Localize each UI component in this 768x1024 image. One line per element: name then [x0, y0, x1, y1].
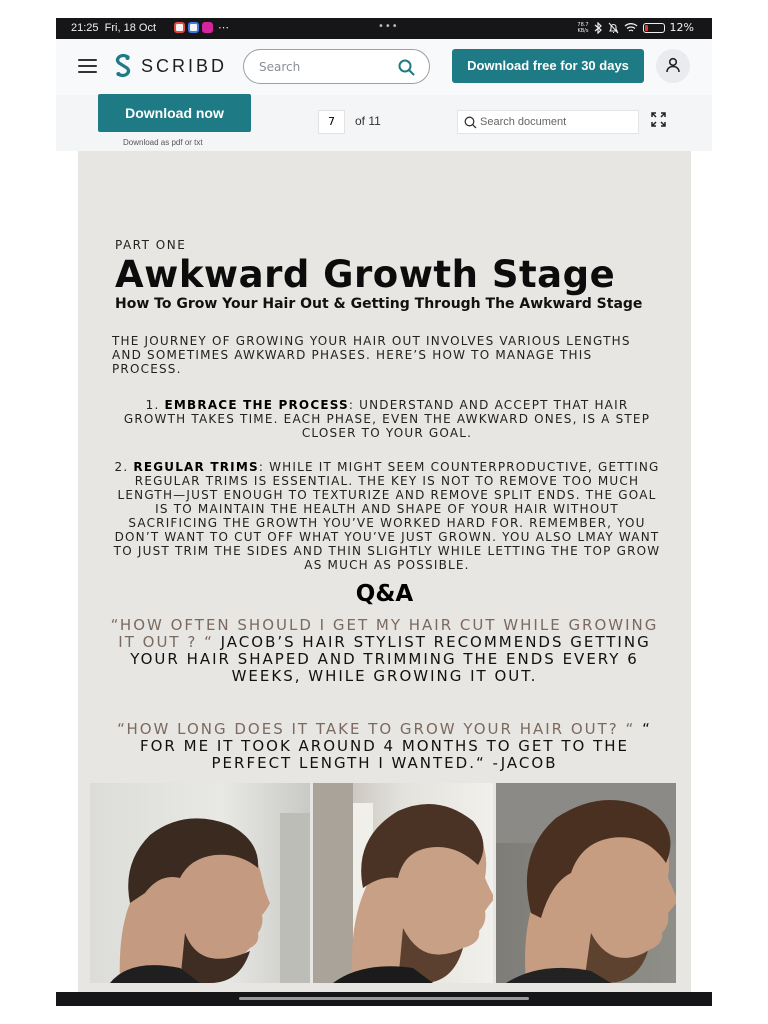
intro-paragraph: THE JOURNEY OF GROWING YOUR HAIR OUT INVOLVES VARIOUS LENGTHS AND SOMETIMES AWKWARD PHASES. HERE’S HOW TO MANAGE THIS PROCESS. — [112, 334, 631, 376]
document-search-input[interactable] — [457, 110, 639, 134]
tip-embrace-process: 1. EMBRACE THE PROCESS: UNDERSTAND AND ACCEPT THAT HAIR GROWTH TAKES TIME. EACH PHASE, EVEN THE AWKWARD ONES, IS A STEP CLOSER TO YOUR GOAL. — [123, 398, 651, 440]
download-free-trial-button[interactable]: Download free for 30 days — [452, 49, 644, 83]
logo-text: SCRIBD — [141, 55, 228, 76]
search-placeholder: Search — [259, 60, 301, 74]
instagram-notification-icon — [202, 22, 213, 33]
search-icon[interactable] — [398, 59, 415, 76]
status-right — [577, 21, 694, 34]
scribd-logo-icon — [114, 53, 132, 79]
chrome-notification-icon — [174, 22, 185, 33]
qa-heading: Q&A — [355, 581, 414, 607]
document-toolbar — [56, 95, 712, 151]
menu-icon[interactable] — [78, 59, 97, 73]
status-bar — [56, 18, 712, 39]
muted-bell-icon — [608, 22, 619, 34]
photo-short-hair-profile — [90, 783, 310, 983]
multitask-handle[interactable]: ••• — [378, 21, 399, 32]
status-time-date: 21:25 Fri, 18 Oct — [71, 22, 156, 34]
more-notifications-icon: ⋯ — [218, 21, 229, 34]
photo-long-hair-profile — [496, 783, 676, 983]
search-input[interactable] — [243, 49, 430, 84]
navigation-bar — [56, 992, 712, 1006]
page-title: Awkward Growth Stage — [115, 253, 616, 296]
home-gesture-handle[interactable] — [239, 997, 529, 1000]
battery-percent: 12% — [669, 21, 694, 34]
qa-item-growth-time: “HOW LONG DOES IT TAKE TO GROW YOUR HAIR OUT? “ “ FOR ME IT TOOK AROUND 4 MONTHS TO GET TO THE PERFECT LENGTH I WANTED.“ -JACOB — [117, 720, 652, 772]
page-number-input[interactable]: 7 — [318, 110, 345, 134]
wifi-icon — [624, 22, 638, 33]
tablet-screen — [56, 18, 712, 1006]
download-now-button[interactable]: Download now — [98, 94, 251, 132]
download-subtext: Download as pdf or txt — [123, 138, 203, 147]
photo-medium-hair-profile — [313, 783, 493, 983]
site-header — [56, 39, 712, 95]
scribd-logo[interactable] — [114, 53, 227, 79]
fullscreen-icon[interactable] — [651, 112, 666, 127]
page-total: of 11 — [355, 114, 381, 128]
qa-item-haircut-frequency: “HOW OFTEN SHOULD I GET MY HAIR CUT WHILE GROWING IT OUT ? “ JACOB’S HAIR STYLIST RECOMMENDS GETTING YOUR HAIR SHAPED AND TRIMMING THE ENDS EVERY 6 WEEKS, WHILE GROWING IT OUT. — [110, 616, 659, 685]
app-notification-icon — [188, 22, 199, 33]
bluetooth-icon — [594, 22, 603, 34]
battery-icon — [643, 23, 665, 33]
search-icon — [464, 116, 477, 129]
account-button[interactable] — [656, 49, 690, 83]
notification-icons — [174, 22, 229, 33]
document-page — [78, 151, 691, 1006]
tip-regular-trims: 2. REGULAR TRIMS: WHILE IT MIGHT SEEM COUNTERPRODUCTIVE, GETTING REGULAR TRIMS IS ESSENTIAL. THE KEY IS NOT TO REMOVE TOO MUCH LENGTH—JUST ENOUGH TO TEXTURIZE AND REMOVE SPLIT ENDS. THE GOAL IS TO MAINTAIN THE HEALTH AND SHAPE OF YOUR HAIR WITHOUT SACRIFICING THE GROWTH YOU’VE WORKED HARD FOR. REMEMBER, YOU DON’T WANT TO CUT OFF WHAT YOU’VE JUST GROWN. YOU ALSO LMAY WANT TO JUST TRIM THE SIDES AND THIN SLIGHTLY WHILE LETTING THE TOP GROW AS MUCH AS POSSIBLE. — [113, 460, 661, 572]
page-subtitle: How To Grow Your Hair Out & Getting Through The Awkward Stage — [115, 296, 643, 312]
network-speed: 78.7 KB/s — [577, 21, 589, 34]
hair-growth-photos — [90, 783, 677, 983]
section-label: PART ONE — [115, 238, 187, 252]
user-icon — [665, 57, 681, 73]
document-search-placeholder: Search document — [480, 116, 567, 128]
